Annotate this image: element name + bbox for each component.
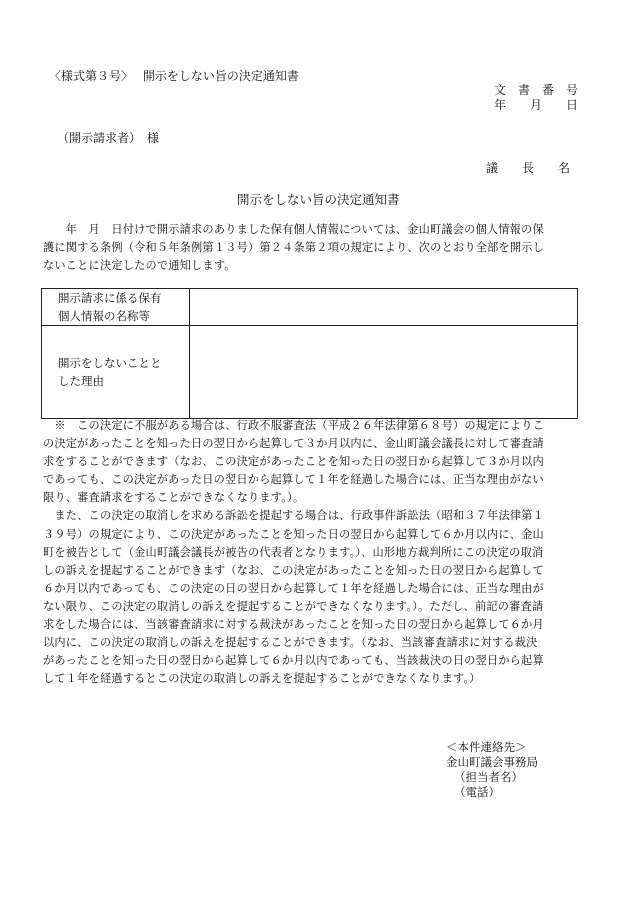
table-row: [42, 289, 578, 326]
notice-line: 求をした場合には、当該審査請求に対する裁決があったことを知った日の翌日から起算して６か月: [43, 618, 544, 632]
contact-heading: ＜本件連絡先＞: [446, 740, 527, 754]
table-value-cell: [190, 289, 578, 326]
information-table: [41, 288, 578, 419]
intro-line: ないことに決定したので通知します。: [43, 259, 236, 273]
notice-line: 限り、審査請求をすることができなくなります。）。: [43, 491, 305, 505]
table-label-cell: [42, 289, 190, 326]
table-label-line: 個人情報の名称等: [58, 309, 150, 323]
notice-line: であっても、この決定があった日の翌日から起算して１年を経過した場合には、正当な理由がない: [43, 473, 544, 487]
table-label-line: 開示をしないことと: [58, 356, 162, 370]
notice-line: して１年を経過するとこの決定の取消しの訴えを提起することができなくなります。）: [43, 672, 481, 686]
contact-person: （担当者名）: [454, 770, 523, 784]
notice-line: 求をすることができます（なお、この決定があったことを知った日の翌日から起算して３か月以内: [43, 455, 544, 469]
notice-line: 町を被告として（金山町議会議長が被告の代表者となります。）、山形地方裁判所にこの決定の取消: [43, 545, 544, 559]
notice-line: ３９号）の規定により、この決定があったことを知った日の翌日から起算して６か月以内に、金山: [43, 527, 544, 541]
notice-line: があったことを知った日の翌日から起算して６か月以内であっても、当該裁決の日の翌日から起算: [43, 654, 544, 668]
intro-line: 年 月 日付けで開示請求のありました保有個人情報については、金山町議会の個人情報の保: [43, 223, 544, 236]
document-date: 年 月 日: [493, 98, 578, 112]
document-number: 文 書 番 号: [493, 83, 578, 97]
table-label-line: した理由: [58, 374, 104, 388]
table-row: [42, 326, 578, 419]
form-label: 〈様式第３号〉 開示をしない旨の決定通知書: [49, 69, 299, 83]
table-label-cell: [42, 326, 190, 419]
sender-name: 議 長 名: [485, 161, 570, 175]
notice-line: の決定があったことを知った日の翌日から起算して３か月以内に、金山町議会議長に対して審査請: [43, 437, 544, 451]
contact-block: [446, 740, 538, 800]
notice-line: しの訴えを提起することができます（なお、この決定があったことを知った日の翌日から起算して: [43, 563, 544, 577]
notice-line: ない限り、この決定の取消しの訴えを提起することができなくなります。）。ただし、前記の審査請: [43, 599, 544, 613]
contact-office: 金山町議会事務局: [446, 755, 538, 769]
contact-phone: （電話）: [454, 785, 500, 799]
notice-line: 以内に、この決定の取消しの訴えを提起することができます。（なお、当該審査請求に対する裁決: [43, 636, 538, 650]
requester-name: （開示請求者） 様: [57, 131, 160, 145]
notice-line: ※ この決定に不服がある場合は、行政不服審査法（平成２６年法律第６８号）の規定によりこ: [43, 419, 545, 432]
notice-line: また、この決定の取消しを求める訴訟を提起する場合は、行政事件訴訟法（昭和３７年法律第１: [43, 509, 545, 523]
table-label-line: 開示請求に係る保有: [58, 291, 162, 305]
intro-paragraph: [43, 221, 579, 275]
page-title: 開示をしない旨の決定通知書: [237, 192, 400, 207]
intro-line: 護に関する条例（令和５年条例第１３号）第２４条第２項の規定により、次のとおり全部を開示し: [43, 241, 545, 255]
notice-paragraph: [43, 417, 579, 688]
notice-line: ６か月以内であっても、この決定の日の翌日から起算して１年を経過した場合には、正当な理由が: [43, 581, 544, 595]
table-value-cell: [190, 326, 578, 419]
